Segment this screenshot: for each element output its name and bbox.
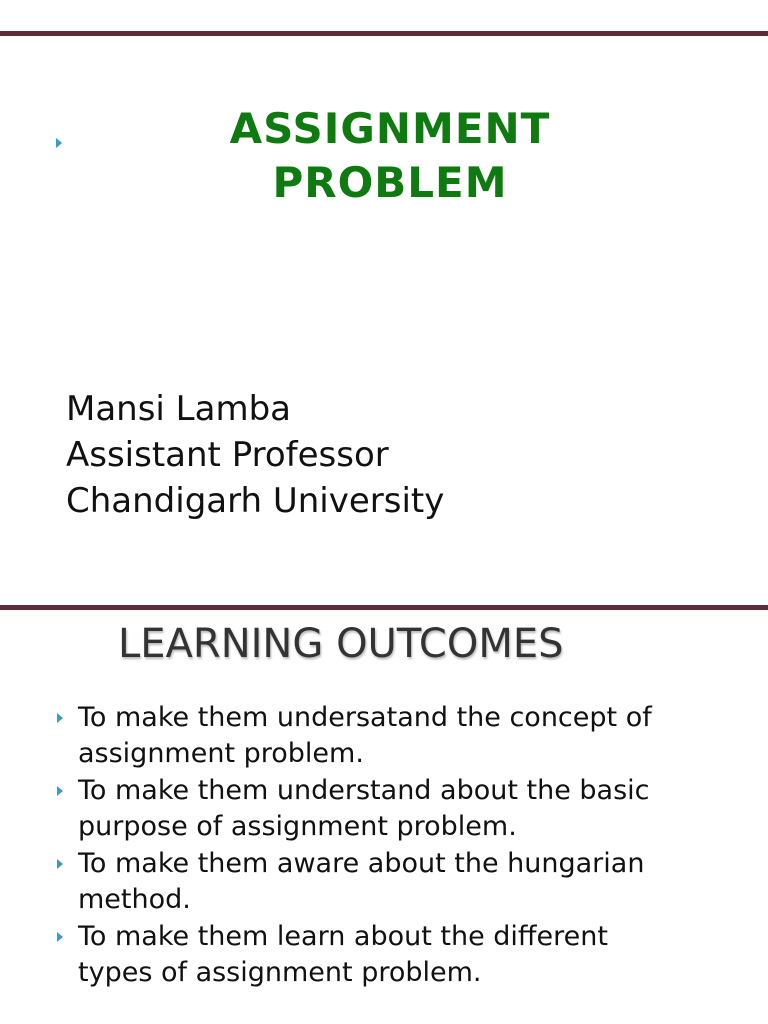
- list-item-line-2: assignment problem.: [78, 738, 364, 769]
- list-item: [56, 773, 756, 845]
- slide-divider: [0, 605, 768, 610]
- top-divider: [0, 31, 768, 36]
- author-role: Assistant Professor: [66, 435, 389, 475]
- bullet-arrow-icon: [57, 859, 63, 869]
- title-line-1: ASSIGNMENT: [229, 104, 551, 153]
- bullet-arrow-icon: [56, 138, 62, 148]
- outcomes-list: [56, 700, 756, 992]
- list-item-line-2: method.: [78, 884, 191, 915]
- slide-title-heading: [150, 102, 630, 210]
- bullet-arrow-icon: [57, 932, 63, 942]
- learning-outcomes-heading: LEARNING OUTCOMES: [118, 621, 564, 667]
- list-item: [56, 846, 756, 918]
- list-item-line-1: To make them undersatand the concept of: [78, 702, 652, 733]
- bullet-arrow-icon: [57, 713, 63, 723]
- list-item: [56, 700, 756, 772]
- list-item-line-2: purpose of assignment problem.: [78, 811, 517, 842]
- list-item-line-1: To make them learn about the different: [78, 921, 608, 952]
- author-name: Mansi Lamba: [66, 389, 292, 429]
- list-item-line-1: To make them aware about the hungarian: [78, 848, 645, 879]
- author-affiliation: Chandigarh University: [66, 481, 445, 521]
- list-item-line-1: To make them understand about the basic: [78, 775, 650, 806]
- bullet-arrow-icon: [57, 786, 63, 796]
- list-item: [56, 919, 756, 991]
- list-item-line-2: types of assignment problem.: [78, 957, 482, 988]
- title-line-2: PROBLEM: [272, 158, 508, 207]
- author-block: [66, 386, 444, 524]
